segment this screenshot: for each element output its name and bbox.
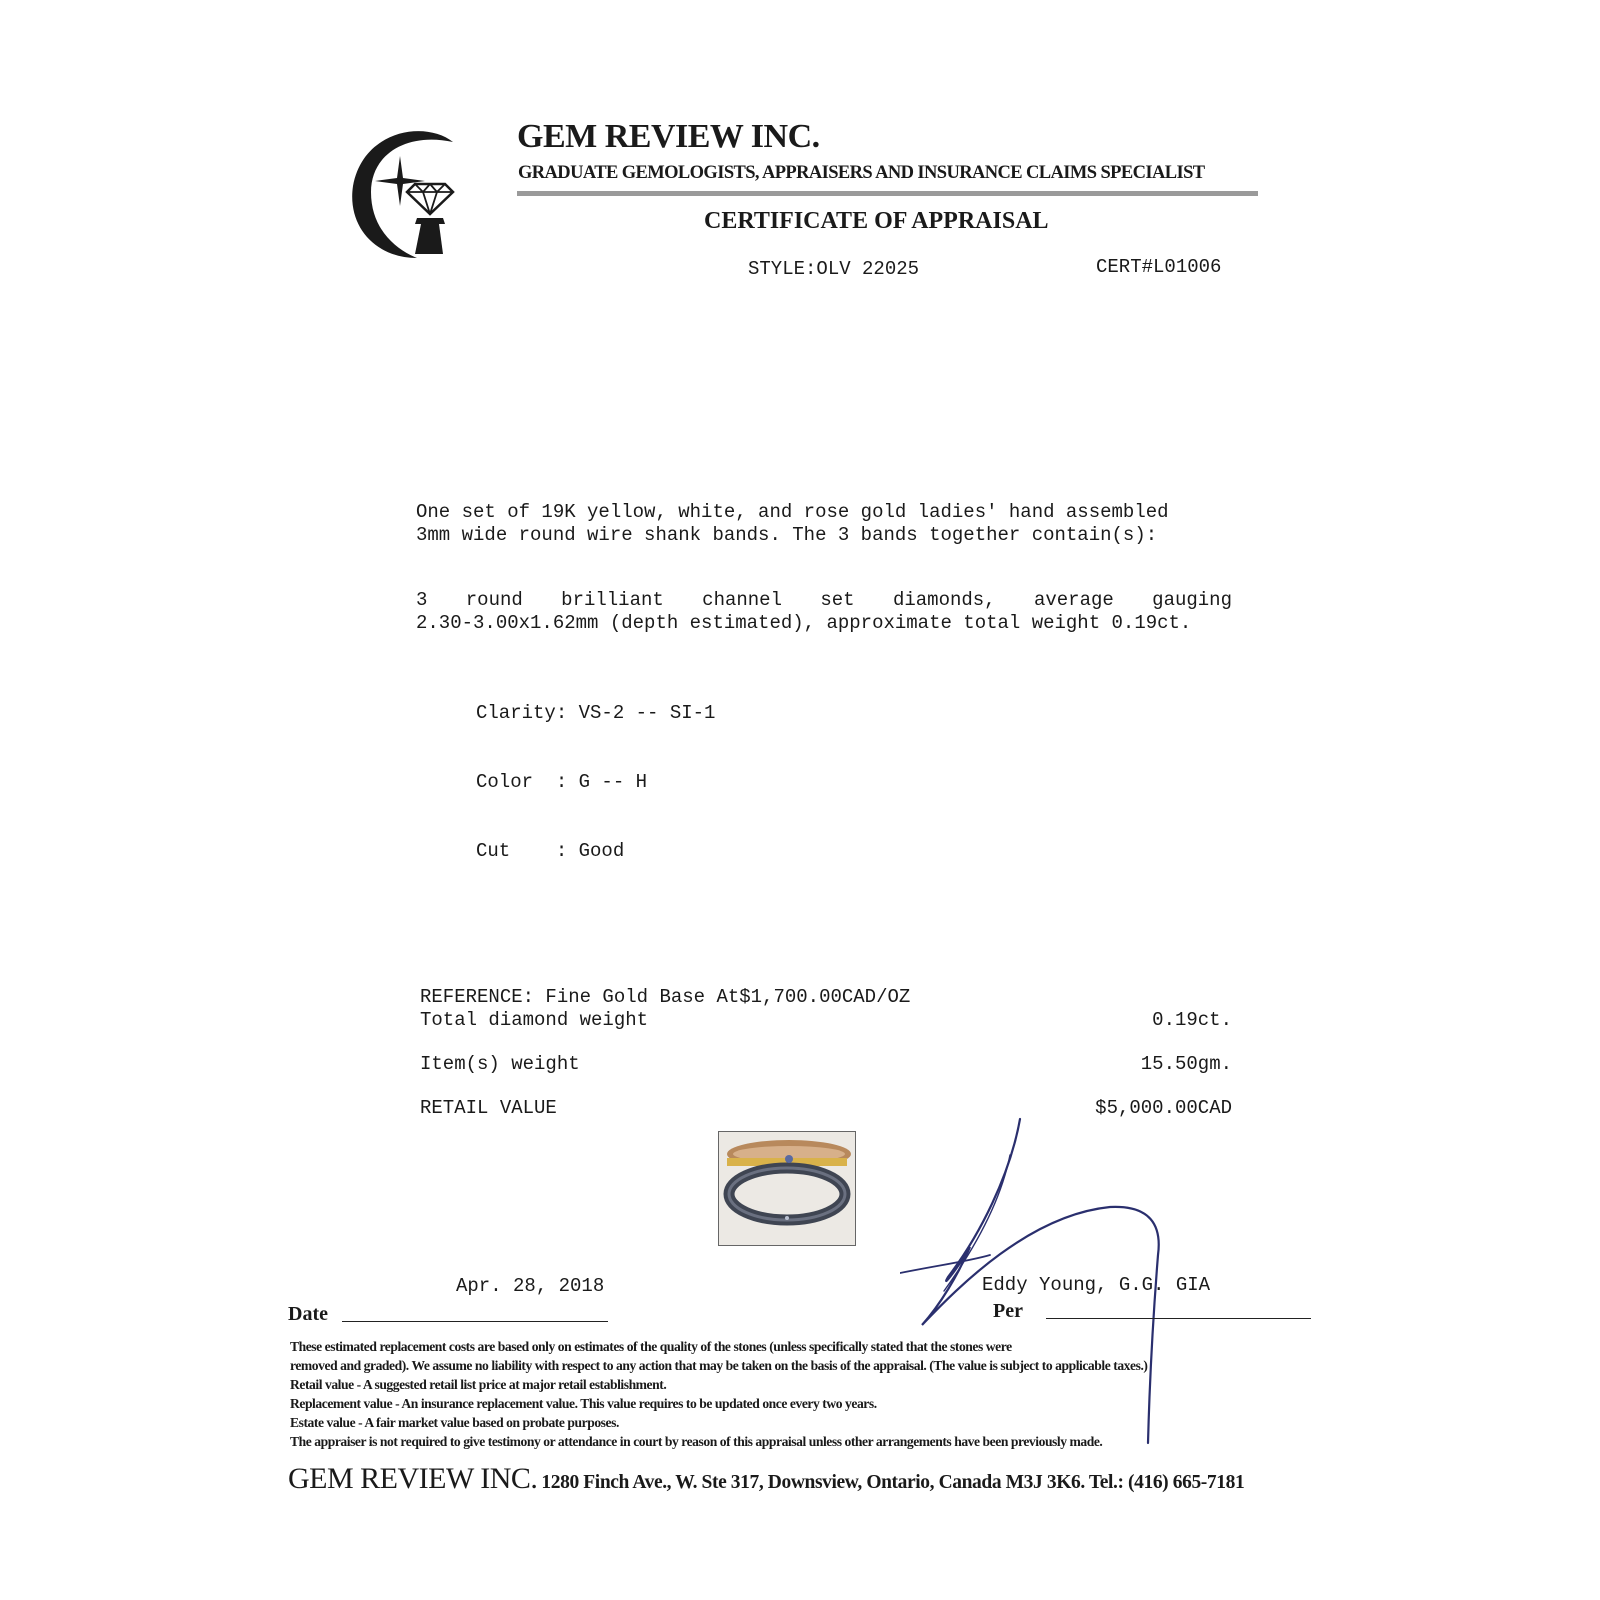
stones-word: brilliant <box>561 589 664 611</box>
diamond-weight-row <box>420 1009 1232 1032</box>
gem-review-logo-icon <box>345 126 465 262</box>
company-tagline: GRADUATE GEMOLOGISTS, APPRAISERS AND INSURANCE CLAIMS SPECIALIST <box>518 163 1205 183</box>
certificate-number: CERT#L01006 <box>1096 256 1222 278</box>
per-line <box>1046 1318 1311 1319</box>
footer-address: 1280 Finch Ave., W. Ste 317, Downsview, Ontario, Canada M3J 3K6. Tel.: (416) 665-7181 <box>541 1472 1245 1493</box>
description-line-1: One set of 19K yellow, white, and rose gold ladies' hand assembled <box>416 501 1169 523</box>
stones-word: set <box>820 589 855 611</box>
date-label: Date <box>288 1303 328 1325</box>
stones-word: gauging <box>1152 589 1232 611</box>
description-line-2: 3mm wide round wire shank bands. The 3 bands together contain(s): <box>416 524 1158 546</box>
diamond-weight-label: Total diamond weight <box>420 1009 649 1031</box>
company-name: GEM REVIEW INC. <box>517 118 820 155</box>
appraisal-date: Apr. 28, 2018 <box>456 1275 605 1297</box>
item-weight-value: 15.50gm. <box>1140 1053 1232 1075</box>
item-weight-row <box>420 1053 1232 1076</box>
disclaimer-line: These estimated replacement costs are based only on estimates of the quality of the stones (unless specifically stated that the stones were <box>290 1339 1012 1354</box>
stones-word: average <box>1033 589 1114 611</box>
date-line <box>342 1321 608 1322</box>
gold-reference: REFERENCE: Fine Gold Base At$1,700.00CAD/OZ <box>420 986 911 1008</box>
footer-company-name: GEM REVIEW INC. <box>288 1462 538 1495</box>
certificate-title: CERTIFICATE OF APPRAISAL <box>704 208 1049 234</box>
per-label: Per <box>993 1300 1023 1322</box>
stones-line-1 <box>416 589 1232 612</box>
disclaimer-line: Retail value - A suggested retail list price at major retail establishment. <box>290 1377 667 1392</box>
retail-value-amount: $5,000.00CAD <box>1095 1097 1232 1119</box>
header-rule <box>517 191 1258 196</box>
stones-word: channel <box>702 589 782 611</box>
footer <box>288 1462 1244 1496</box>
stones-word: diamonds, <box>892 589 996 611</box>
diamond-weight-value: 0.19ct. <box>1152 1009 1232 1031</box>
cut-grade: Cut : Good <box>476 840 625 862</box>
clarity-grade: Clarity: VS-2 -- SI-1 <box>476 702 716 724</box>
grading-block <box>476 656 715 886</box>
color-grade: Color : G -- H <box>476 771 648 793</box>
disclaimer-line: removed and graded). We assume no liability with respect to any action that may be taken on the basis of the appraisal. (The value is subject to applicable taxes.) <box>290 1358 1148 1373</box>
ring-photo <box>718 1131 856 1246</box>
disclaimer-line: The appraiser is not required to give testimony or attendance in court by reason of this appraisal unless other arrangements have been previously made. <box>290 1434 1103 1449</box>
stones-line-2: 2.30-3.00x1.62mm (depth estimated), approximate total weight 0.19ct. <box>416 612 1192 634</box>
style-number: STYLE:OLV 22025 <box>748 258 920 280</box>
stones-word: 3 <box>416 589 428 611</box>
item-weight-label: Item(s) weight <box>420 1053 580 1075</box>
appraiser-name: Eddy Young, G.G. GIA <box>982 1274 1211 1296</box>
disclaimer-line: Estate value - A fair market value based on probate purposes. <box>290 1415 619 1430</box>
stones-word: round <box>465 589 523 611</box>
retail-value-label: RETAIL VALUE <box>420 1097 557 1119</box>
disclaimer-line: Replacement value - An insurance replacement value. This value requires to be updated once every two years. <box>290 1396 877 1411</box>
